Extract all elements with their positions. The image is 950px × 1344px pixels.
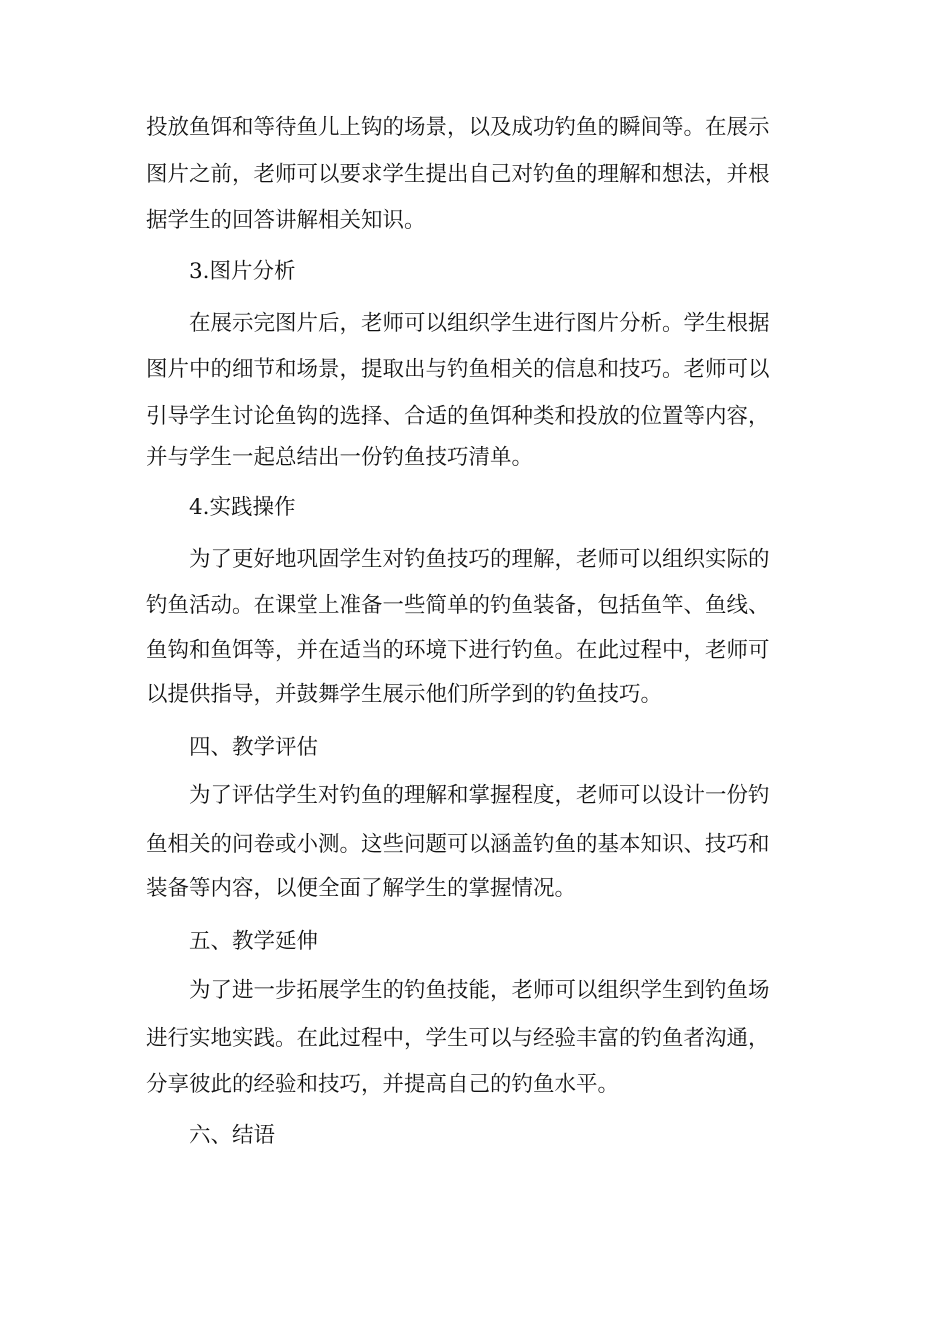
paragraph-line: 鱼钩和鱼饵等，并在适当的环境下进行钓鱼。在此过程中，老师可 — [146, 638, 770, 663]
paragraph-line: 分享彼此的经验和技巧，并提高自己的钓鱼水平。 — [146, 1072, 620, 1097]
paragraph-line: 进行实地实践。在此过程中，学生可以与经验丰富的钓鱼者沟通， — [146, 1026, 770, 1051]
paragraph-line: 鱼相关的问卷或小测。这些问题可以涵盖钓鱼的基本知识、技巧和 — [146, 832, 770, 857]
paragraph-line: 以提供指导，并鼓舞学生展示他们所学到的钓鱼技巧。 — [146, 682, 663, 707]
section-heading: 四、教学评估 — [189, 735, 319, 760]
paragraph-line: 并与学生一起总结出一份钓鱼技巧清单。 — [146, 445, 534, 470]
paragraph-line: 为了评估学生对钓鱼的理解和掌握程度，老师可以设计一份钓 — [189, 783, 770, 808]
section-heading: 五、教学延伸 — [189, 929, 319, 954]
paragraph-line: 投放鱼饵和等待鱼儿上钩的场景，以及成功钓鱼的瞬间等。在展示 — [146, 115, 770, 140]
section-heading: 3.图片分析 — [189, 259, 296, 284]
paragraph-line: 据学生的回答讲解相关知识。 — [146, 208, 426, 233]
paragraph-line: 图片之前，老师可以要求学生提出自己对钓鱼的理解和想法，并根 — [146, 162, 770, 187]
paragraph-line: 为了进一步拓展学生的钓鱼技能，老师可以组织学生到钓鱼场 — [189, 978, 770, 1003]
paragraph-line: 在展示完图片后，老师可以组织学生进行图片分析。学生根据 — [189, 311, 770, 336]
section-heading: 六、结语 — [189, 1123, 276, 1148]
paragraph-line: 为了更好地巩固学生对钓鱼技巧的理解，老师可以组织实际的 — [189, 547, 770, 572]
section-heading: 4.实践操作 — [189, 495, 296, 520]
paragraph-line: 装备等内容，以便全面了解学生的掌握情况。 — [146, 876, 577, 901]
paragraph-line: 钓鱼活动。在课堂上准备一些简单的钓鱼装备，包括鱼竿、鱼线、 — [146, 593, 770, 618]
paragraph-line: 引导学生讨论鱼钩的选择、合适的鱼饵种类和投放的位置等内容， — [146, 404, 770, 429]
paragraph-line: 图片中的细节和场景，提取出与钓鱼相关的信息和技巧。老师可以 — [146, 357, 770, 382]
